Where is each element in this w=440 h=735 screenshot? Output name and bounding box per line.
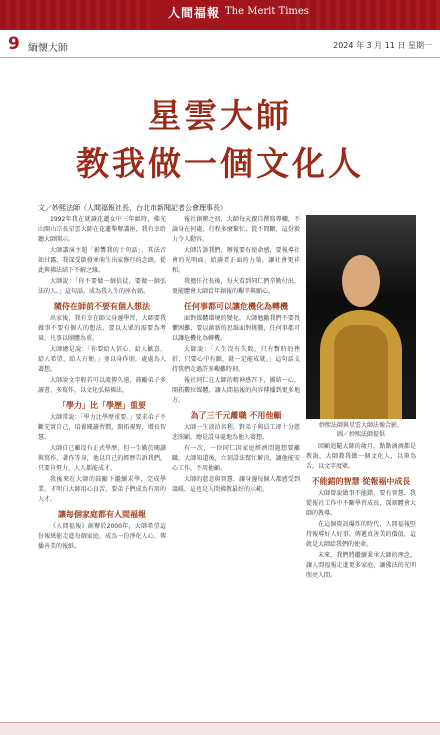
masthead-pattern [290,0,440,30]
paragraph: 大師告訴我們，辦報要有使命感，要報導社會的光明面，給讀者正面的力量，讓社會更祥和。 [172,247,300,274]
paragraph: 在這個資訊爆炸的時代，人間福報堅持報導好人好事，傳遞真善美的價值，這就是大師給我們的使命。 [306,521,416,548]
paragraph: 回顧追隨大師的歲月，點點滴滴都是教誨，大師教我做一個文化人，以筆為舌，以文字度眾。 [306,443,416,470]
subheading: 為了三千元離職 不用他顧 [190,411,282,420]
paragraph: 大師說文字般若可以流傳久遠，鼓勵弟子多讀書、多寫作，以文化弘揚佛法。 [38,377,166,394]
paragraph: 有一次，一位同仁因家庭經濟問題想要離職，大師知道後，立刻設法幫忙解決，讓他能安心工作，不用他顧。 [172,445,300,472]
article-column-3 [306,442,416,718]
article-column-1 [38,215,166,718]
subheading: 隨侍在師前不要有個人想法 [54,302,150,311]
paragraph: 大師一生淡泊名利，對弟子與員工卻十分慈悲照顧，總是設身處地為他人著想。 [172,424,300,441]
masthead-brand: 人間福報 [168,6,221,20]
headline-line-1: 星雲大師 [148,96,292,135]
paragraph: 出家後，我有幸在師父身邊學習，大師要我做事不要有個人的想法，要以大眾的需要為考量，凡事以團體為重。 [38,315,166,342]
paragraph: 大師的慈悲與智慧，讓身邊每個人都感受到溫暖，這也是人間佛教最好的示範。 [172,476,300,493]
photo-robe [334,325,388,419]
photo-face [342,255,380,307]
masthead-bar [0,0,440,30]
paragraph: 我擔任社長後，每天看到同仁們辛勤付出，更能體會大師當年創報的艱辛與願心。 [172,278,300,295]
paragraph: 大師常說：「學力比學歷重要。」要求弟子不斷充實自己，培養閱讀習慣，開拓視野，增長智慧。 [38,414,166,441]
page-number: 9 [8,34,20,54]
paragraph: 我後來在大師的鼓勵下繼續求學，完成學業，才明白大師用心良苦，要弟子們成為有用的人才。 [38,476,166,503]
article-column-2 [172,215,300,718]
headline-line-2: 教我做一個文化人 [76,144,364,183]
paragraph: 報社同仁在大師的精神感召下，團結一心，開拓數位媒體，讓人間福報的內容傳播到更多地方。 [172,377,300,404]
page-footer [0,722,440,735]
subheading: 不能錯的智慧 從報福中成長 [311,477,411,486]
paragraph: 大師講演主題「影響我的十句話」，其法音如甘露，我深受啟發並萌生出家修行的念頭，從此與佛法結下不解之緣。 [38,247,166,274]
paragraph: 大師自己雖沒有正式學歷，但一生勤於閱讀與寫作，著作等身，他以自己的經歷告訴我們，只要肯努力，人人都能成才。 [38,445,166,472]
masthead-brand-en: The Merit Times [225,6,309,17]
paragraph: 面對媒體環境的變化，大師勉勵我們不要畏懼困難，要以創新的思維面對挑戰，任何事都可以讓危機化為轉機。 [172,315,300,342]
paragraph: 報社創辦之初，大師每天親自撰寫專欄，不論身在何處、行程多麼繁忙，從不間斷，這份毅力令人動容。 [172,216,300,243]
issue-date: 2024 年 3 月 11 日 星期一 [333,41,432,50]
subheading: 「學力」比「學歷」重要 [58,401,146,410]
byline: 文／妙熙法師（人間福報社長、台北市新聞記者公會理事長） [38,204,227,212]
photo-caption: 妙熙法師與星雲大師法像合影。 圖／妙熙法師提供 [318,422,403,438]
paragraph: 大師總是說：「你要給人信心、給人歡喜、給人希望、給人方便。」並以身作則，處處為人著想。 [38,346,166,373]
paragraph: 大師說：「人生沒有失敗，只有暫時的挫折，只要心中有願，就一定能成就。」這句話支持我們走過許多艱難時刻。 [172,346,300,373]
paragraph: 未來，我們將繼續秉承大師的理念，讓人間福報走進更多家庭，讓佛法的光明照亮人間。 [306,552,416,579]
subheading: 讓每個家庭都有人間福報 [58,510,146,519]
section-name: 緬懷大師 [28,43,68,54]
masthead-pattern [0,0,150,30]
paragraph: 大師說：「你不要做一個信徒，要做一個弘法的人。」這句話，成為我人生的座右銘。 [38,278,166,295]
subheading: 任何事都可以讓危機化為轉機 [184,302,288,311]
page-header [0,30,440,58]
paragraph: 大師曾說做事不能錯，要有智慧，我從報社工作中不斷學習成長，深刻體會大師的教導。 [306,490,416,517]
portrait-photo [306,215,416,419]
paragraph: 1992年我在就讀花蓮女中三年級時，佛光山開山宗長星雲大師在花蓮舉辦講座，我有幸聆聽大師開示。 [38,216,166,243]
paragraph: 《人間福報》創辦於2000年，大師希望這份報紙能走進每個家庭，成為一份淨化人心、傳播善美的報紙。 [38,523,166,550]
